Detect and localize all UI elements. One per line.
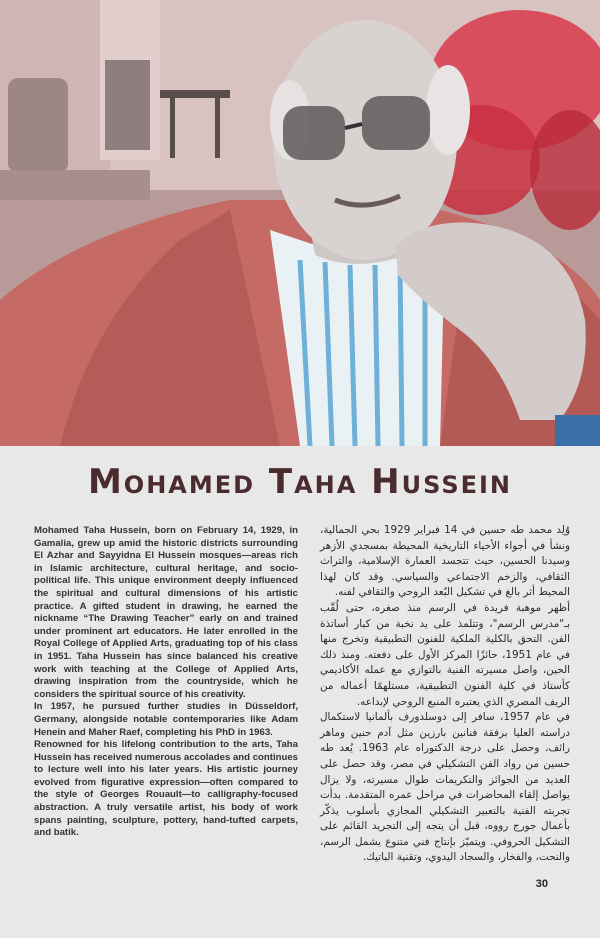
arabic-paragraph-2: أظهر موهبة فريدة في الرسم منذ صغره، حتى لُقّب بـ"مدرس الرسم"، وتتلمذ على يد نخبة من كبار أساتذة الفن. التحق بالكلية الملكية للفنون التطبيقية وتخرج منها في عام 1951، حائزًا المركز الأول على دفعته. ومنذ ذلك الحين، واصل مسيرته الفنية بالتوازي مع عمله الأكاديمي كأستاذ في كلية الفنون التطبيقية، مستلهمًا أعماله من الريف المصري الذي يعتبره المنبع الروحي لإبداعه. [320,601,570,708]
english-paragraph-3: Renowned for his lifelong contribution to the arts, Taha Hussein has received numerous accolades and continues to lecture well into his later years. His artistic journey evolved from figurative expression—often compared to the style of Georges Rouault—to calligraphy-focused abstraction. A truly versatile artist, his body of work spans painting, sculpture, pottery, hand-tufted carpets, and batik. [34,739,298,839]
arabic-paragraph-3: في عام 1957، سافر إلى دوسلدورف بألمانيا لاستكمال دراسته العليا برفقة فنانين بارزين مثل آدم حنين وماهر رائف، وحصل على درجة الدكتوراه عام 1963. يُعد طه حسين من رواد الفن التشكيلي في مصر، وقد حصل على العديد من الجوائز والتكريمات طوال مسيرته، ولا يزال يواصل إلقاء المحاضرات في مراحل عمره المتقدمة. بدأت تجربته الفنية بالتعبير التشكيلي المجازي بأسلوب يذكّر بأعمال جورج رووه، قبل أن يتجه إلى التجريد القائم على التشكيل الحروفي. ويتميّز بإنتاج فني متنوع يشمل الرسم، والنحت، والفخار، والسجاد اليدوي، وتقنية الباتيك. [320,711,571,864]
portrait-illustration [0,0,600,446]
page-number: 30 [535,878,548,890]
page-title: Mohamed Taha Hussein [87,462,513,502]
arabic-biography [320,523,570,866]
english-paragraph-2: In 1957, he pursued further studies in Düsseldorf, Germany, alongside notable contemporaries like Adam Henein and Maher Raef, completing his PhD in 1963. [34,701,298,738]
arabic-paragraph-1: وُلِد محمد طه حسين في 14 فبراير 1929 بحي الجمالية، ونشأ في أجواء الأحياء التاريخية المحيطة بمسجدي الأزهر وسيدنا الحسين، حيث تتجسد العمارة الإسلامية، والتراث الثقافي، والزخم الاجتماعي والسياسي. وقد كان لهذا المحيط أثر بالغ في تشكيل البُعد الروحي والثقافي لفنه. [320,524,570,599]
portrait-photo [0,0,600,446]
english-paragraph-1: Mohamed Taha Hussein, born on February 14, 1929, in Gamalia, grew up amid the historic districts surrounding El Azhar and Sayyidna El Hussein mosques—areas rich in Islamic architecture, cultural heritage, and socio-political life. This unique environment deeply influenced the spiritual and cultural dimensions of his artistic practice. A gifted student in drawing, he earned the nickname “The Drawing Teacher” early on and trained under prominent art educators. He later enrolled in the Royal College of Applied Arts, graduating top of his class in 1951. Taha Hussein has since balanced his creative work with teaching at the College of Applied Arts, drawing inspiration from the countryside, which he considers the spiritual source of his creativity. [34,525,298,700]
english-biography [34,525,298,840]
